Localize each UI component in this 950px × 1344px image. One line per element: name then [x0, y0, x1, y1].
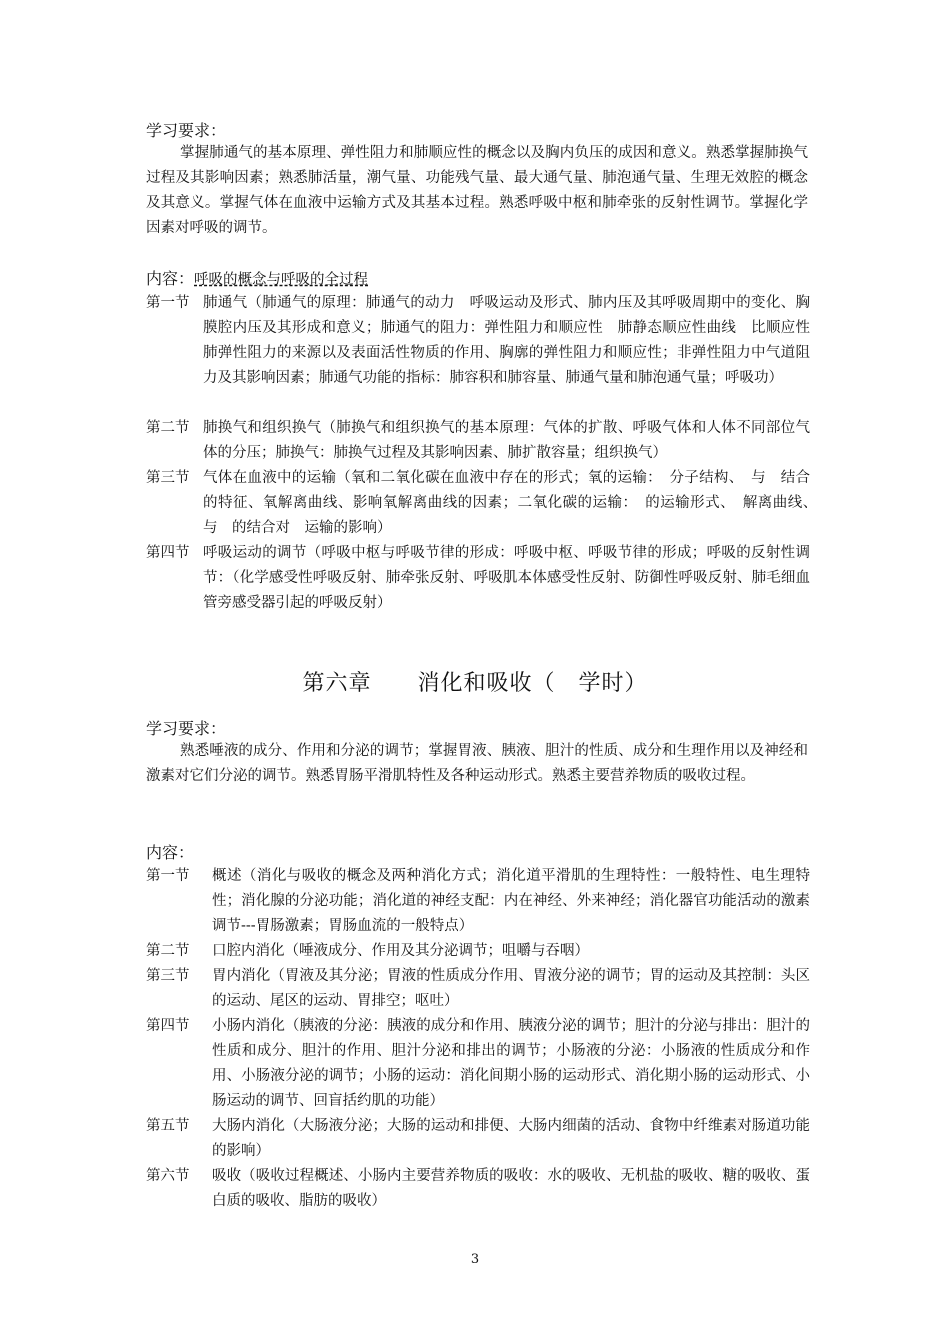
- section-text: 吸收（吸收过程概述、小肠内主要营养物质的吸收：水的吸收、无机盐的吸收、糖的吸收、蛋白质的吸收、脂肪的吸收）: [212, 1168, 810, 1209]
- section-label: 第五节: [146, 1118, 190, 1134]
- ch5-section-1: [146, 291, 825, 391]
- section-label: 第三节: [146, 470, 190, 486]
- section-label: 第四节: [146, 1018, 190, 1034]
- ch6-section-6: [146, 1164, 810, 1214]
- ch5-section-3: [146, 466, 825, 541]
- ch5-section-2: [146, 416, 810, 466]
- section-label: 第一节: [146, 295, 190, 311]
- section-label: 第三节: [146, 968, 190, 984]
- section-label: 第四节: [146, 545, 190, 561]
- section-text: 大肠内消化（大肠液分泌；大肠的运动和排便、大肠内细菌的活动、食物中纤维素对肠道功能的影响）: [212, 1118, 810, 1159]
- ch5-content-line: [146, 266, 810, 293]
- section-text: 胃内消化（胃液及其分泌；胃液的性质成分作用、胃液分泌的调节；胃的运动及其控制：头区的运动、尾区的运动、胃排空；呕吐）: [212, 968, 810, 1009]
- section-text: 小肠内消化（胰液的分泌：胰液的成分和作用、胰液分泌的调节；胆汁的分泌与排出：胆汁的性质和成分、胆汁的作用、胆汁分泌和排出的调节；小肠液的分泌：小肠液的性质成分和作用、小肠液分泌的调节；小肠的运动：消化间期小肠的运动形式、消化期小肠的运动形式、小肠运动的调节、回盲括约肌的功能）: [212, 1018, 810, 1109]
- section-label: 第二节: [146, 420, 190, 436]
- ch5-section-4: [146, 541, 810, 616]
- ch5-requirements-text: 掌握肺通气的基本原理、弹性阻力和肺顺应性的概念以及胸内负压的成因和意义。熟悉掌握肺换气过程及其影响因素；熟悉肺活量，潮气量、功能残气量、最大通气量、肺泡通气量、生理无效腔的概念及其意义。掌握气体在血液中运输方式及其基本过程。熟悉呼吸中枢和肺牵张的反射性调节。掌握化学因素对呼吸的调节。: [146, 145, 808, 236]
- ch6-content-title: 内容：: [146, 843, 195, 862]
- section-text: 肺通气（肺通气的原理：肺通气的动力 呼吸运动及形式、肺内压及其呼吸周期中的变化、胸膜腔内压及其形成和意义；肺通气的阻力：弹性阻力和顺应性 肺静态顺应性曲线 比顺应性 肺弹性阻力的来源以及表面活性物质的作用、胸廓的弹性阻力和顺应性；非弹性阻力中气道阻力及其影响因素；肺通气功能的指标：肺容积和肺容量、肺通气量和肺泡通气量；呼吸功）: [203, 295, 825, 386]
- ch6-section-5: [146, 1114, 810, 1164]
- ch5-content-title: 内容：: [146, 269, 195, 288]
- section-label: 第六节: [146, 1168, 190, 1184]
- page-number: 3: [470, 1252, 480, 1267]
- section-text: 呼吸运动的调节（呼吸中枢与呼吸节律的形成：呼吸中枢、呼吸节律的形成；呼吸的反射性调节：（化学感受性呼吸反射、肺牵张反射、呼吸肌本体感受性反射、防御性呼吸反射、肺毛细血管旁感受器引起的呼吸反射）: [203, 545, 810, 611]
- section-label: 第一节: [146, 868, 190, 884]
- ch6-requirements-text: 熟悉唾液的成分、作用和分泌的调节；掌握胃液、胰液、胆汁的性质、成分和生理作用以及神经和激素对它们分泌的调节。熟悉胃肠平滑肌特性及各种运动形式。熟悉主要营养物质的吸收过程。: [146, 743, 808, 784]
- section-text: 概述（消化与吸收的概念及两种消化方式；消化道平滑肌的生理特性：一般特性、电生理特性；消化腺的分泌功能；消化道的神经支配：内在神经、外来神经；消化器官功能活动的激素调节---胃肠激素；胃肠血流的一般特点）: [212, 868, 810, 934]
- ch6-section-1: [146, 864, 810, 939]
- ch6-section-4: [146, 1014, 810, 1114]
- ch6-section-2: [146, 939, 810, 964]
- ch6-requirements-title: 学习要求：: [146, 719, 227, 738]
- ch6-section-3: [146, 964, 810, 1014]
- section-text: 口腔内消化（唾液成分、作用及其分泌调节；咀嚼与吞咽）: [212, 943, 589, 959]
- ch6-title: 第六章 消化和吸收（ 学时）: [302, 671, 648, 696]
- section-text: 气体在血液中的运输（氧和二氧化碳在血液中存在的形式；氧的运输： 分子结构、 与 结合的特征、氧解离曲线、影响氧解离曲线的因素；二氧化碳的运输： 的运输形式、 解离曲线、 与 的结合对 运输的影响）: [203, 470, 825, 536]
- ch5-requirements-title: 学习要求：: [146, 121, 227, 140]
- section-label: 第二节: [146, 943, 190, 959]
- ch5-overview: 呼吸的概念与呼吸的全过程: [194, 272, 369, 288]
- section-text: 肺换气和组织换气（肺换气和组织换气的基本原理：气体的扩散、呼吸气体和人体不同部位气体的分压；肺换气：肺换气过程及其影响因素、肺扩散容量；组织换气）: [203, 420, 810, 461]
